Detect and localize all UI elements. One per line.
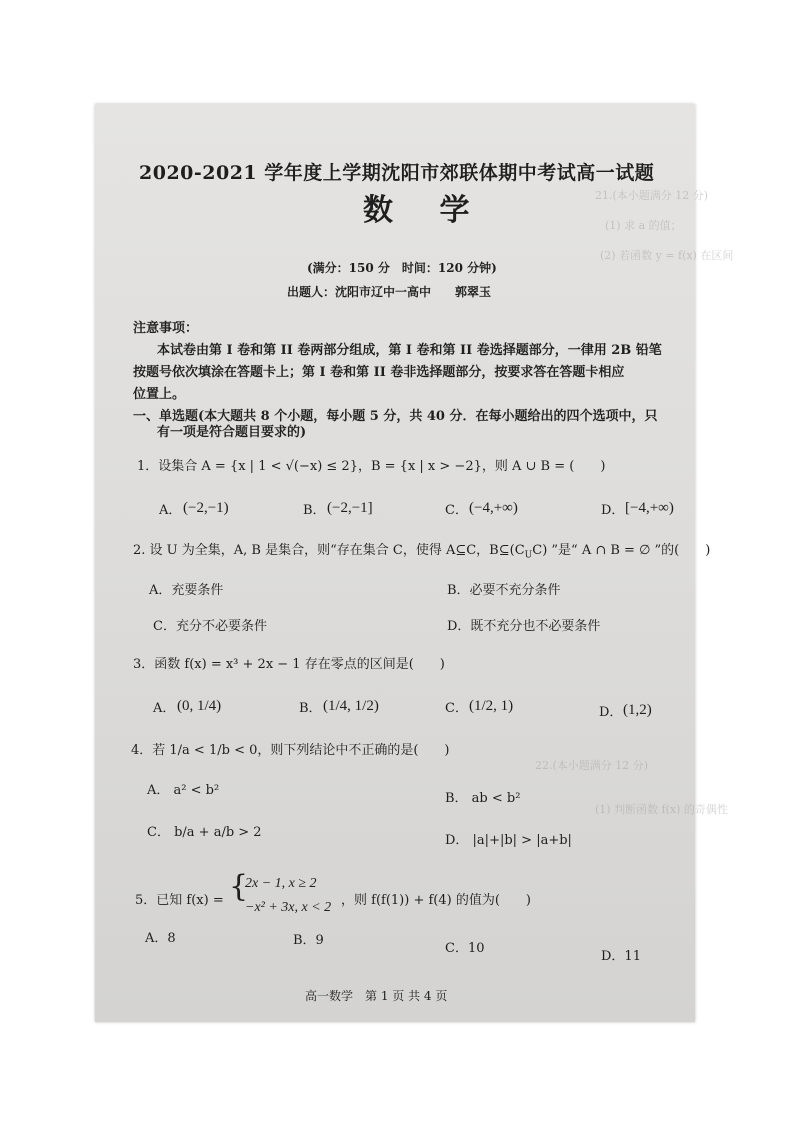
- q4-option-b: B． ab < b²: [445, 791, 521, 806]
- bleed-text: (1) 判断函数 f(x) 的奇偶性: [595, 803, 728, 816]
- q2-option-d: D．既不充分也不必要条件: [447, 619, 601, 634]
- section-heading: 一、单选题(本大题共 8 个小题，每小题 5 分，共 40 分．在每小题给出的四个选项中，只: [133, 409, 658, 424]
- q3-option-d-label: D．: [599, 705, 623, 720]
- q3-option-b-label: B．: [299, 701, 322, 716]
- q2-option-a: A．充要条件: [149, 583, 224, 598]
- question-5-stem-prefix: 5．已知 f(x) =: [135, 893, 224, 908]
- q5-case-2: −x² + 3x, x < 2: [245, 900, 332, 915]
- q1-option-c: (−4,+∞): [469, 500, 518, 516]
- q1-option-d-label: D．: [601, 503, 625, 518]
- q4-option-c: C． b/a + a/b > 2: [147, 825, 262, 840]
- bleed-text: (1) 求 a 的值；: [605, 219, 682, 232]
- subject-title: 数 学: [363, 193, 488, 228]
- question-3-stem: 3．函数 f(x) = x³ + 2x − 1 存在零点的区间是( ): [133, 657, 445, 672]
- piecewise-brace: {: [229, 869, 249, 904]
- notes-line: 位置上。: [133, 387, 186, 402]
- q5-option-b: B．9: [293, 933, 324, 948]
- q2-stem-subscript: U: [524, 550, 533, 561]
- exam-author: 出题人：沈阳市辽中一高中 郭翠玉: [287, 285, 492, 299]
- q2-stem-part2: C) ”是“ A ∩ B = ∅ ”的( ): [532, 543, 711, 558]
- exam-meta: (满分：150 分 时间：120 分钟): [307, 261, 497, 275]
- q5-case-1: 2x − 1, x ≥ 2: [245, 876, 317, 891]
- exam-page: [95, 104, 734, 1022]
- exam-title: 2020-2021 学年度上学期沈阳市郊联体期中考试高一试题: [139, 162, 655, 184]
- q3-option-a-label: A．: [153, 701, 176, 716]
- q3-option-b: (1/4, 1/2): [323, 698, 379, 714]
- bleed-text: 21.(本小题满分 12 分): [595, 189, 709, 202]
- q1-option-d: [−4,+∞): [625, 500, 674, 516]
- q5-option-c: C．10: [445, 941, 485, 956]
- question-4-stem: 4．若 1/a < 1/b < 0，则下列结论中不正确的是( ): [131, 743, 450, 758]
- notes-heading: 注意事项：: [133, 321, 199, 336]
- q2-option-c: C．充分不必要条件: [153, 619, 267, 634]
- question-1-stem: 1．设集合 A = {x | 1 < √(−x) ≤ 2}，B = {x | x > −2}，则 A ∪ B = ( ): [137, 459, 606, 474]
- q3-option-d: (1,2): [623, 702, 652, 718]
- section-heading: 有一项是符合题目要求的): [157, 425, 307, 440]
- q3-option-c-label: C．: [445, 701, 468, 716]
- q2-option-b: B．必要不充分条件: [447, 583, 561, 598]
- q3-option-a: (0, 1/4): [177, 698, 222, 714]
- notes-line: 本试卷由第 I 卷和第 II 卷两部分组成，第 I 卷和第 II 卷选择题部分，一律用 2B 铅笔: [157, 343, 662, 358]
- q4-option-a: A． a² < b²: [147, 783, 220, 798]
- page-footer: 高一数学 第 1 页 共 4 页: [305, 989, 448, 1003]
- question-2-stem: [133, 544, 710, 561]
- q3-option-c: (1/2, 1): [469, 698, 514, 714]
- q5-option-a: A．8: [145, 931, 176, 946]
- q1-option-b: (−2,−1]: [327, 500, 373, 516]
- bleed-text: (2) 若函数 y = f(x) 在区间: [600, 249, 734, 262]
- q5-option-d: D．11: [601, 949, 641, 964]
- q1-option-b-label: B．: [303, 503, 326, 518]
- q1-option-a: (−2,−1): [183, 500, 229, 516]
- q1-option-a-label: A．: [159, 503, 182, 518]
- notes-line: 按题号依次填涂在答题卡上；第 I 卷和第 II 卷非选择题部分，按要求答在答题卡相应: [133, 365, 625, 380]
- q2-stem-part1: 2. 设 U 为全集，A, B 是集合，则“存在集合 C，使得 A⊆C，B⊆(C: [133, 543, 525, 558]
- q4-option-d: D． |a|+|b| > |a+b|: [445, 833, 572, 848]
- question-5-stem-suffix: ，则 f(f(1)) + f(4) 的值为( ): [341, 893, 531, 908]
- q1-option-c-label: C．: [445, 503, 468, 518]
- bleed-text: 22.(本小题满分 12 分): [535, 759, 649, 772]
